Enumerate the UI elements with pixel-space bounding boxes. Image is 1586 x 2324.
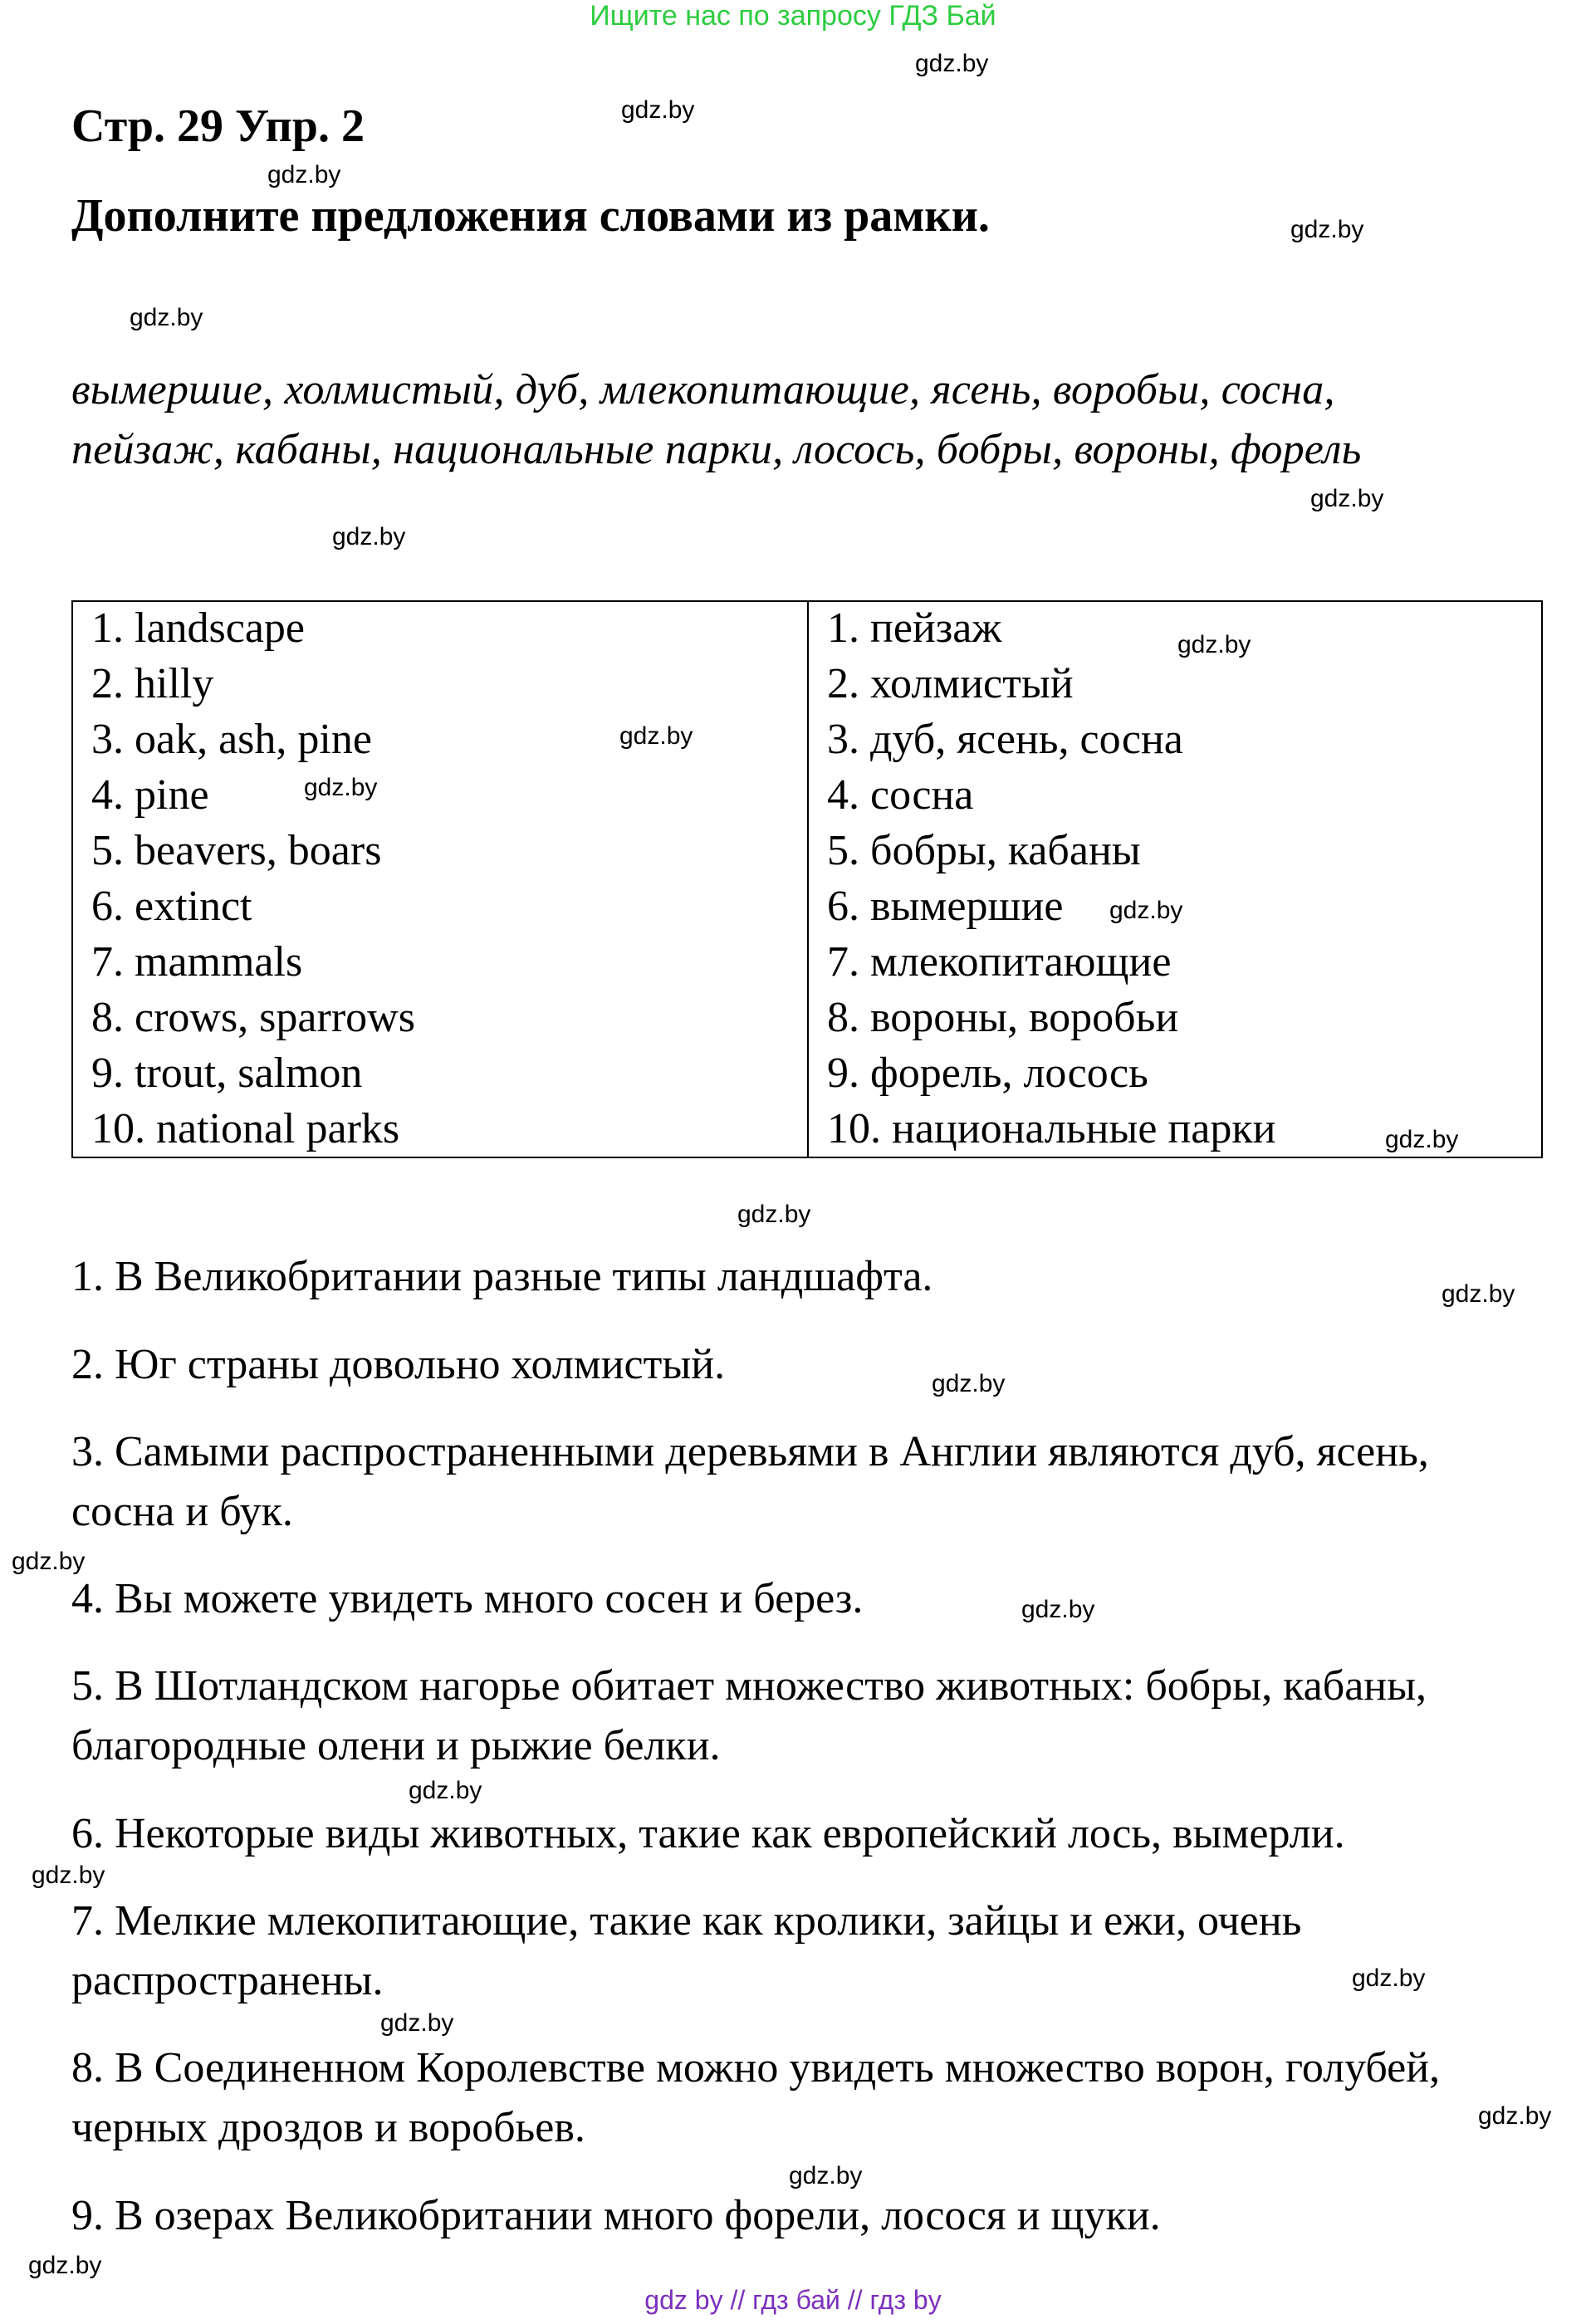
watermark: gdz.by [789,2162,863,2189]
watermark: gdz.by [28,2252,102,2279]
page-title: Стр. 29 Упр. 2 [71,100,365,152]
exercise-instruction: Дополните предложения словами из рамки. [71,190,990,242]
watermark: gdz.by [1290,216,1364,243]
russian-column [809,602,1541,1157]
english-item: 10. national parks [91,1105,400,1152]
russian-item: 9. форель, лосось [827,1049,1148,1097]
russian-item: 8. вороны, воробьи [827,994,1179,1041]
watermark: gdz.by [12,1548,86,1575]
watermark: gdz.by [1310,485,1384,512]
russian-item: 1. пейзаж [827,604,1002,652]
russian-item: 5. бобры, кабаны [827,827,1141,874]
watermark: gdz.by [1478,2102,1552,2130]
english-column [73,602,809,1157]
answer-sentence: 4. Вы можете увидеть много сосен и берез. [71,1575,864,1622]
watermark: gdz.by [267,161,341,188]
english-item: 2. hilly [91,660,214,707]
footer-links[interactable]: gdz by // гдз бай // гдз by [644,2285,942,2315]
translation-table [71,600,1543,1158]
word-bank-line-1: вымершие, холмистый, дуб, млекопитающие, ясень, воробьи, сосна, [71,366,1335,413]
english-item: 6. extinct [91,883,252,930]
answer-sentence: 9. В озерах Великобритании много форели, лосося и щуки. [71,2192,1161,2239]
watermark: gdz.by [380,2009,454,2037]
answer-sentence: 1. В Великобритании разные типы ландшафта. [71,1253,933,1300]
answer-sentence: 3. Самыми распространенными деревьями в Англии являются дуб, ясень, сосна и бук. [71,1428,1429,1535]
watermark: gdz.by [621,96,695,124]
english-item: 4. pine [91,771,209,819]
answer-sentence: 7. Мелкие млекопитающие, такие как кролики, зайцы и ежи, очень распространены. [71,1897,1302,2004]
russian-item: 4. сосна [827,771,974,819]
english-item: 3. oak, ash, pine [91,716,372,763]
watermark: gdz.by [737,1201,811,1228]
answer-sentence: 5. В Шотландском нагорье обитает множество животных: бобры, кабаны, благородные олени и рыжие белки. [71,1662,1427,1769]
russian-item: 6. вымершие [827,883,1064,930]
english-item: 5. beavers, boars [91,827,382,874]
answer-sentence: 2. Юг страны довольно холмистый. [71,1341,726,1388]
russian-item: 3. дуб, ясень, сосна [827,716,1183,763]
watermark: gdz.by [915,50,989,77]
watermark: gdz.by [1385,1126,1459,1153]
word-bank-line-2: пейзаж, кабаны, национальные парки, лосось, бобры, вороны, форель [71,426,1362,473]
russian-item: 7. млекопитающие [827,938,1172,986]
watermark: gdz.by [332,523,406,550]
english-item: 8. crows, sparrows [91,994,415,1041]
watermark: gdz.by [1177,631,1251,658]
russian-item: 10. национальные парки [827,1105,1276,1152]
watermark: gdz.by [932,1370,1006,1397]
watermark: gdz.by [619,722,693,750]
watermark: gdz.by [1109,897,1183,924]
watermark: gdz.by [1442,1280,1515,1308]
watermark: gdz.by [1021,1596,1095,1623]
answer-sentence: 8. В Соединенном Королевстве можно увидеть множество ворон, голубей, черных дроздов и воробьев. [71,2044,1441,2151]
watermark: gdz.by [32,1862,105,1889]
english-item: 7. mammals [91,938,303,986]
watermark: gdz.by [1352,1964,1426,1992]
top-banner[interactable]: Ищите нас по запросу ГДЗ Бай [590,0,996,32]
english-item: 9. trout, salmon [91,1049,363,1097]
answer-sentence: 6. Некоторые виды животных, такие как европейский лось, вымерли. [71,1810,1345,1857]
english-item: 1. landscape [91,604,306,652]
russian-item: 2. холмистый [827,660,1074,707]
watermark: gdz.by [130,304,203,331]
watermark: gdz.by [304,774,378,801]
watermark: gdz.by [409,1777,482,1804]
